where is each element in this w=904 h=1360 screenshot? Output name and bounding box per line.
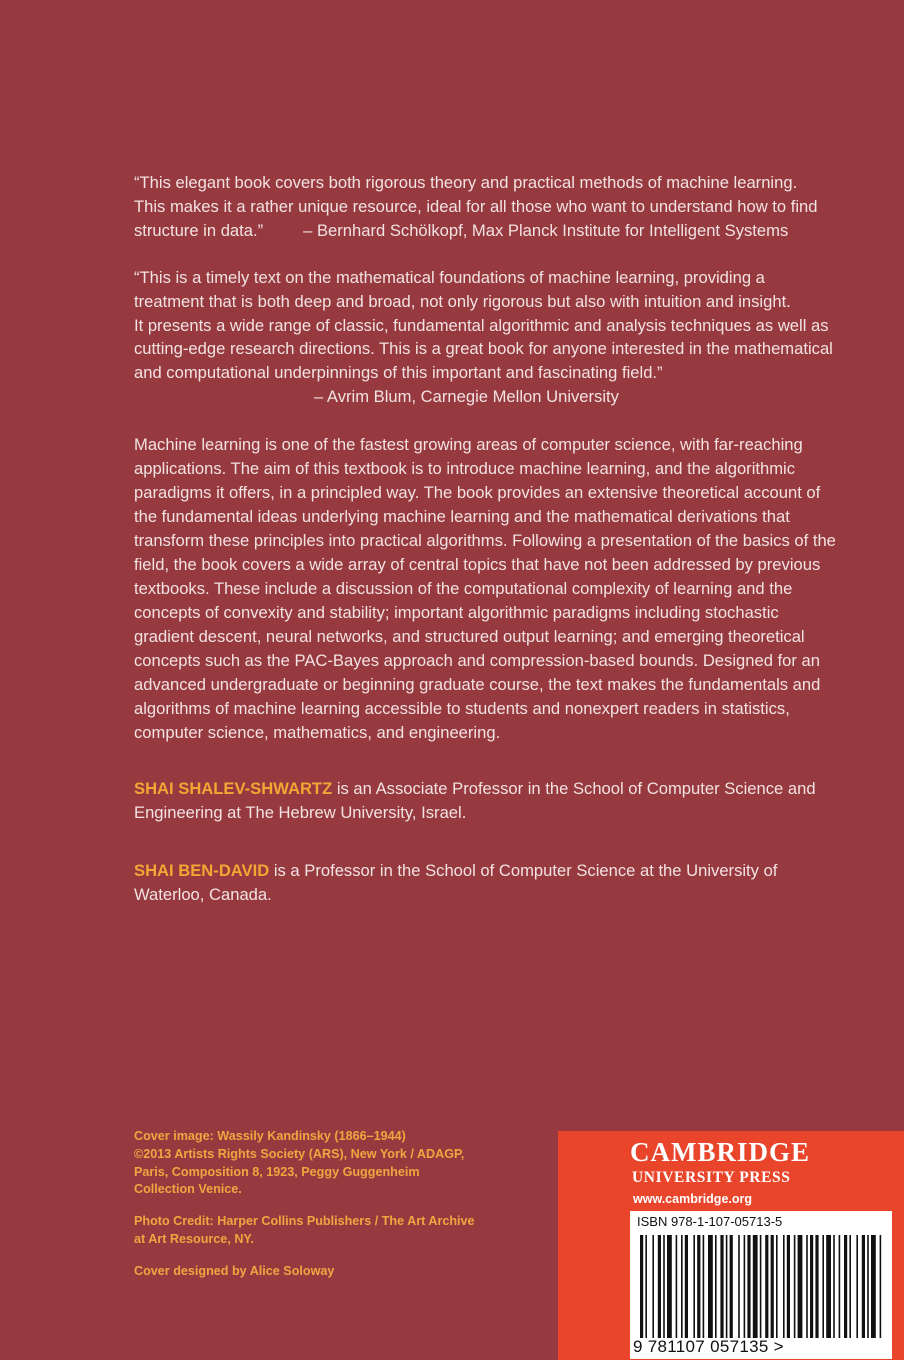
barcode-bar — [826, 1235, 831, 1338]
barcode-bar — [685, 1235, 688, 1338]
isbn-text: ISBN 978-1-107-05713-5 — [637, 1214, 783, 1229]
barcode-bar — [744, 1235, 746, 1338]
barcode-bar — [798, 1235, 803, 1338]
credit-line: Photo Credit: Harper Collins Publishers / The Art Archive — [134, 1214, 475, 1229]
barcode-bar — [753, 1235, 758, 1338]
quote-attribution: – Avrim Blum, Carnegie Mellon University — [314, 386, 619, 406]
credit-line: Cover designed by Alice Soloway — [134, 1263, 335, 1278]
quote-attribution: – Bernhard Schölkopf, Max Planck Institute for Intelligent Systems — [303, 220, 789, 240]
barcode-bar — [663, 1235, 665, 1338]
barcode-bar — [806, 1235, 808, 1338]
barcode-bar — [676, 1235, 678, 1338]
credit-line: ©2013 Artists Rights Society (ARS), New York / ADAGP, — [134, 1146, 465, 1161]
quote-line — [134, 219, 839, 243]
quote-line: treatment that is both deep and broad, not only rigorous but also with intuition and insight. — [134, 291, 791, 311]
designer-credit — [134, 1263, 494, 1281]
barcode-bar — [697, 1235, 700, 1338]
barcode-bar — [844, 1235, 847, 1338]
barcode-bar — [726, 1235, 728, 1338]
author-bio-text: is a Professor in the School of Computer Science at the University of Waterloo, Canada. — [134, 861, 778, 904]
author-name: SHAI BEN-DAVID — [134, 861, 270, 880]
barcode-bar — [747, 1235, 750, 1338]
quote-line-text: structure in data.” — [134, 220, 264, 240]
barcode-bar — [810, 1235, 813, 1338]
barcode-bar — [760, 1235, 762, 1338]
barcode-panel — [630, 1211, 892, 1359]
barcode-bar — [681, 1235, 683, 1338]
barcode-bar — [822, 1235, 824, 1338]
quote-line: “This elegant book covers both rigorous theory and practical methods of machine learning. — [134, 173, 798, 192]
barcode-bar — [765, 1235, 768, 1338]
barcode-bar — [738, 1235, 740, 1338]
credit-line: Paris, Composition 8, 1923, Peggy Guggenheim — [134, 1164, 420, 1179]
publisher-name: CAMBRIDGE — [630, 1137, 811, 1167]
barcode-bar — [867, 1235, 869, 1338]
book-description: Machine learning is one of the fastest growing areas of computer science, with far-reaching applications. The aim of this textbook is to introduce machine learning, and the algorithmic paradigms it offers, in a principled way. The book provides an extensive theoretical account of the fundamental ideas underlying machine learning and the mathematical derivations that transform these principles into practical algorithms. Following a presentation of the basics of the field, the book covers a wide array of central topics that have not been addressed by previous textbooks. These include a discussion of the computational complexity of learning and the concepts of convexity and stability; important algorithmic paradigms including stochastic gradient descent, neural networks, and structured output learning; and emerging theoretical concepts such as the PAC-Bayes approach and compression-based bounds. Designed for an advanced undergraduate or beginning graduate course, the text makes the fundamentals and algorithms of machine learning accessible to students and nonexpert readers in statistics, computer science, mathematics, and engineering. — [134, 435, 836, 742]
barcode-bar — [871, 1235, 876, 1338]
barcode-bar — [880, 1235, 882, 1338]
quote-blum — [134, 266, 839, 409]
barcode-bar — [703, 1235, 705, 1338]
author-bio-ben-david — [134, 859, 834, 907]
barcode-icon — [636, 1235, 886, 1338]
quote-line: and computational underpinnings of this important and fascinating field.” — [134, 363, 663, 383]
barcode-digits: 9 781107 057135 > — [633, 1337, 784, 1356]
barcode-bar — [640, 1235, 643, 1338]
barcode-bar — [849, 1235, 851, 1338]
quote-line: It presents a wide range of classic, fundamental algorithmic and analysis techniques as well as — [134, 315, 829, 335]
publisher-url: www.cambridge.org — [633, 1192, 753, 1206]
barcode-bar — [794, 1235, 796, 1338]
quote-schoelkopf — [134, 171, 839, 242]
barcode-bar — [862, 1235, 865, 1338]
barcode-bar — [667, 1235, 672, 1338]
barcode-bar — [693, 1235, 695, 1338]
publisher-block — [558, 1131, 904, 1360]
quote-line: “This is a timely text on the mathematical foundations of machine learning, providing a — [134, 268, 765, 287]
barcode-bar — [658, 1235, 661, 1338]
barcode-bar — [715, 1235, 717, 1338]
cover-image-credit — [134, 1128, 494, 1199]
barcode-bar — [708, 1235, 713, 1338]
credit-line: at Art Resource, NY. — [134, 1231, 254, 1246]
barcode-bar — [730, 1235, 733, 1338]
publisher-subtitle: UNIVERSITY PRESS — [632, 1169, 791, 1186]
barcode-bar — [783, 1235, 785, 1338]
barcode-bar — [645, 1235, 647, 1338]
credit-line: Cover image: Wassily Kandinsky (1866–1944) — [134, 1129, 406, 1143]
barcode-bar — [833, 1235, 835, 1338]
author-name: SHAI SHALEV-SHWARTZ — [134, 779, 333, 798]
photo-credit — [134, 1213, 494, 1249]
quote-line: This makes it a rather unique resource, ideal for all those who want to understand how to find — [134, 196, 818, 216]
barcode-bar — [787, 1235, 790, 1338]
quote-line: cutting-edge research directions. This is a great book for anyone interested in the mathematical — [134, 339, 833, 359]
credit-line: Collection Venice. — [134, 1182, 242, 1197]
author-bio-text: is an Associate Professor in the School of Computer Science and Engineering at The Hebrew University, Israel. — [134, 779, 816, 822]
barcode-bar — [720, 1235, 723, 1338]
author-bio-shalev-shwartz — [134, 777, 834, 825]
barcode-bar — [856, 1235, 858, 1338]
barcode-bar — [652, 1235, 654, 1338]
cover-credits — [134, 1128, 494, 1295]
barcode-bar — [815, 1235, 818, 1338]
barcode-bar — [839, 1235, 841, 1338]
barcode-bar — [776, 1235, 778, 1338]
barcode-bar — [771, 1235, 774, 1338]
